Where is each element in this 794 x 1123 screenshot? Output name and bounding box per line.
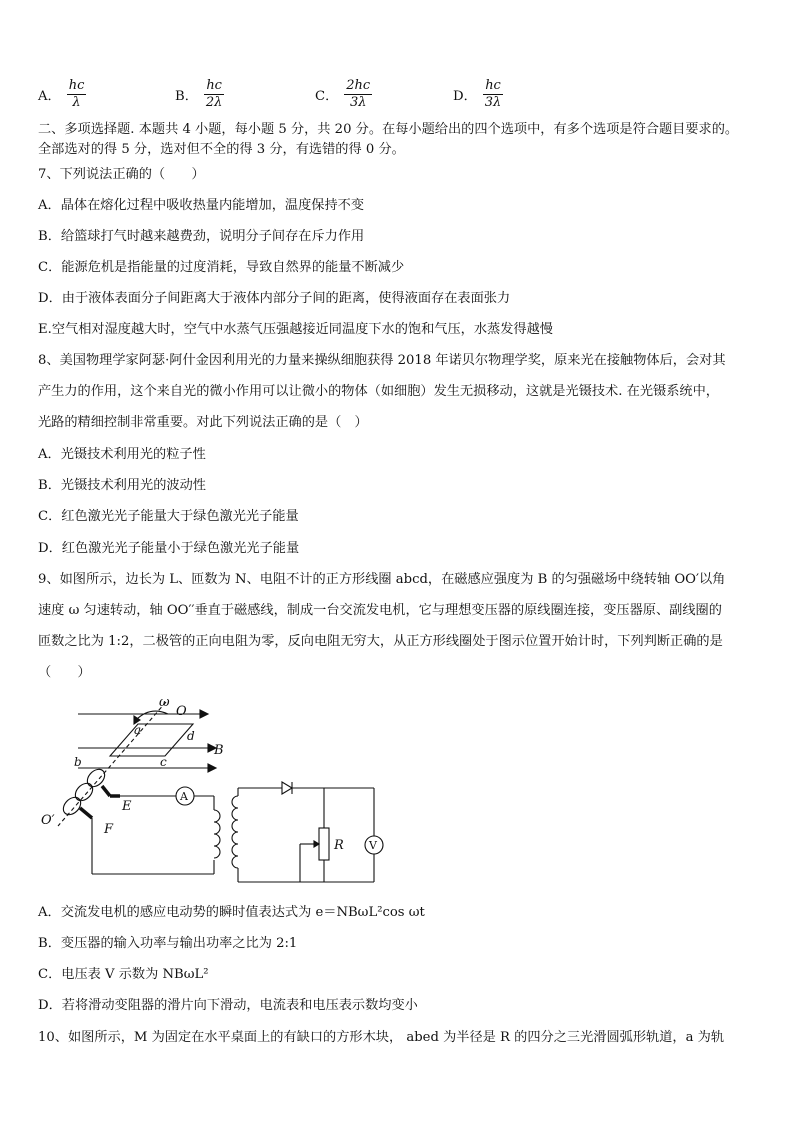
slider-arrow (314, 841, 319, 847)
q6-choice-a-denominator: λ (72, 95, 81, 110)
q9-stem-line1: 9、如图所示，边长为 L、匝数为 N、电阻不计的正方形线圈 abcd，在磁感应强度为 B 的匀强磁场中绕转轴 OO′以角 (38, 572, 726, 587)
q6-choice-c (315, 78, 372, 118)
section2-heading-line1: 二、多项选择题. 本题共 4 小题，每小题 5 分，共 20 分。在每小题给出的四个选项中，有多个选项是符合题目要求的。 (38, 122, 739, 137)
q8-option-c: C．红色激光光子能量大于绿色激光光子能量 (38, 509, 299, 524)
q9-option-b: B．变压器的输入功率与输出功率之比为 2:1 (38, 936, 298, 951)
q10-stem: 10、如图所示，M 为固定在水平桌面上的有缺口的方形木块， abed 为半径是 R 的四分之三光滑圆弧形轨道，a 为轨 (38, 1030, 725, 1045)
label-c: c (160, 755, 167, 769)
diode-body (282, 782, 292, 794)
q9-option-d: D．若将滑动变阻器的滑片向下滑动，电流表和电压表示数均变小 (38, 998, 418, 1013)
q8-option-a: A．光镊技术利用光的粒子性 (38, 447, 206, 462)
field-arrow-3 (208, 764, 216, 772)
q6-choice-b-denominator: 2λ (205, 95, 223, 110)
label-f: F (104, 822, 114, 837)
primary-coil (214, 810, 220, 858)
q6-choice-b-label: B． (175, 89, 198, 104)
q6-choice-a (38, 78, 86, 118)
q7-option-b: B．给篮球打气时越来越费劲，说明分子间存在斥力作用 (38, 229, 365, 244)
q6-choice-a-numerator: hc (68, 78, 85, 93)
q6-choice-a-fraction (67, 78, 87, 111)
q6-choice-b-fraction (204, 78, 225, 111)
label-a: a (134, 723, 142, 737)
brush-f (80, 808, 92, 818)
q6-choice-b (175, 78, 224, 118)
label-ammeter: A (180, 790, 188, 803)
q9-stem-line4: （ ） (38, 665, 91, 680)
q8-stem-line3: 光路的精细控制非常重要。对此下列说法正确的是（ ） (38, 415, 368, 430)
q6-choice-d-numerator: hc (483, 78, 504, 95)
q6-choice-d-fraction (483, 78, 504, 111)
q6-choice-d-label: D． (453, 89, 477, 104)
q9-option-c: C．电压表 V 示数为 NBωL² (38, 967, 209, 982)
q6-choice-c-fraction (344, 78, 372, 111)
q8-option-d: D．红色激光光子能量小于绿色激光光子能量 (38, 541, 300, 556)
q7-option-c: C．能源危机是指能量的过度消耗，导致自然界的能量不断减少 (38, 260, 405, 275)
q9-option-a: A．交流发电机的感应电动势的瞬时值表达式为 e＝NBωL²cos ωt (38, 905, 425, 920)
label-omega: ω (159, 696, 170, 710)
q6-choice-b-numerator: hc (204, 78, 225, 95)
section2-heading-line2: 全部选对的得 5 分，选对但不全的得 3 分，有选错的得 0 分。 (38, 142, 405, 157)
rheostat (319, 828, 329, 860)
label-b-field: B (214, 743, 224, 758)
q8-stem-line2: 产生力的作用，这个来自光的微小作用可以让微小的物体（如细胞）发生无损移动，这就是光镊技术. 在光镊系统中， (38, 384, 719, 399)
brush-e (102, 786, 110, 796)
label-e: E (122, 799, 132, 814)
q6-choice-c-numerator: 2hc (346, 78, 371, 93)
label-d: d (187, 729, 195, 743)
q8-stem-line1: 8、美国物理学家阿瑟·阿什金因利用光的力量来操纵细胞获得 2018 年诺贝尔物理学奖，原来光在接触物体后，会对其 (38, 353, 726, 368)
q7-option-d: D．由于液体表面分子间距离大于液体内部分子间的距离，使得液面存在表面张力 (38, 291, 511, 306)
label-b: b (74, 755, 82, 769)
q6-choice-d (453, 78, 503, 118)
q7-option-a: A．晶体在熔化过程中吸收热量内能增加，温度保持不变 (38, 198, 365, 213)
q6-choice-a-label: A． (38, 89, 61, 104)
secondary-coil (232, 796, 238, 868)
label-r: R (334, 838, 344, 853)
q6-choice-c-denominator: 3λ (349, 95, 367, 110)
q8-option-b: B．光镊技术利用光的波动性 (38, 478, 206, 493)
q7-option-e: E.空气相对湿度越大时，空气中水蒸气压强越接近同温度下水的饱和气压，水蒸发得越慢 (38, 322, 553, 337)
q9-stem-line2: 速度 ω 匀速转动，轴 OO′′垂直于磁感线，制成一台交流发电机，它与理想变压器的原线圈连接，变压器原、副线圈的 (38, 603, 722, 618)
label-o: O (176, 704, 187, 719)
q6-choice-d-denominator: 3λ (484, 95, 502, 110)
label-voltmeter: V (369, 839, 377, 852)
generator-transformer-diagram (38, 696, 398, 896)
slip-ring-2 (72, 780, 96, 804)
field-arrow-1 (200, 710, 208, 718)
slip-ring-3 (60, 794, 84, 818)
q7-stem: 7、下列说法正确的（ ） (38, 167, 205, 182)
q9-stem-line3: 匝数之比为 1:2，二极管的正向电阻为零，反向电阻无穷大，从正方形线圈处于图示位置开始计时，下列判断正确的是 (38, 634, 723, 649)
label-o-prime: O′ (41, 813, 55, 828)
q6-choice-c-label: C． (315, 89, 339, 104)
